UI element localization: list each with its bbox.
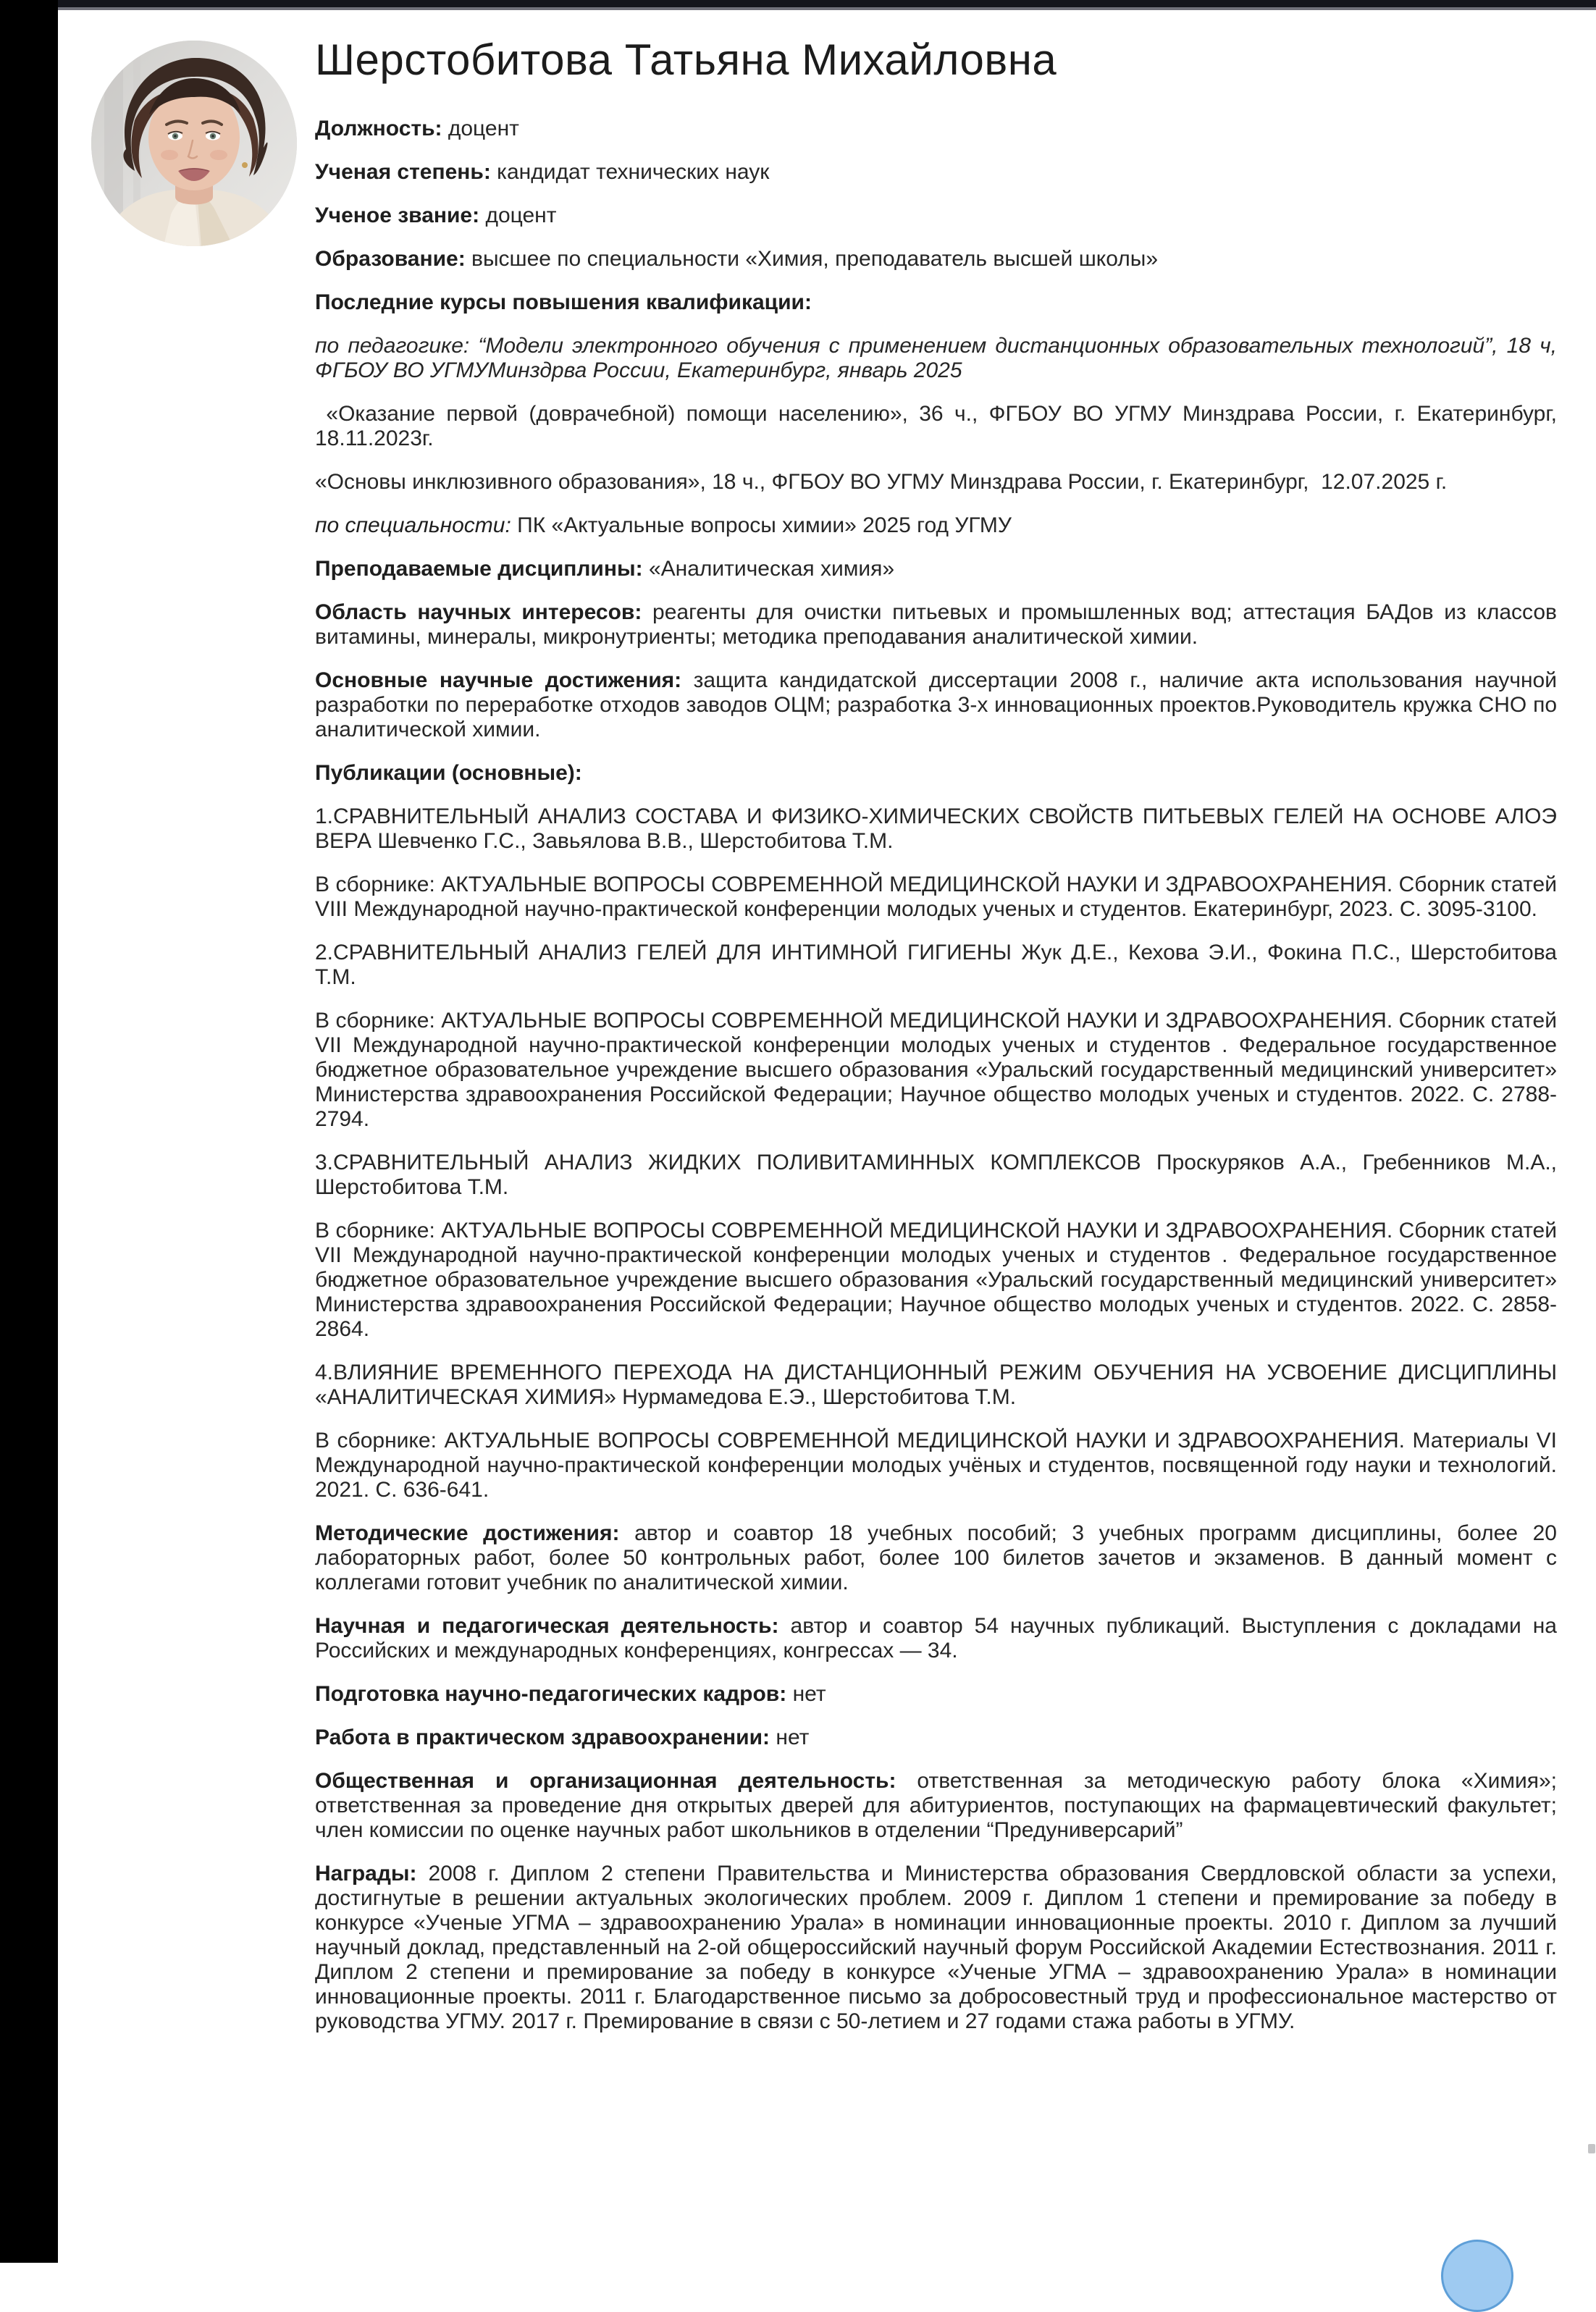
publication-1-title (315, 804, 1557, 854)
field-value: нет (786, 1682, 826, 1706)
field-label: Подготовка научно-педагогических кадров: (315, 1682, 787, 1706)
field-scientific-pedagogical-activity (315, 1614, 1557, 1663)
field-value: автор и соавтор 18 учебных пособий; 3 учебных программ дисциплины, более 20 лабораторных работ, более 50 контрольных работ, более 100 билетов зачетов и экзаменов. В данный момент с коллегами готовит учебник по аналитической химии. (315, 1521, 1557, 1594)
paragraph-text: 4.ВЛИЯНИЕ ВРЕМЕННОГО ПЕРЕХОДА НА ДИСТАНЦИОННЫЙ РЕЖИМ ОБУЧЕНИЯ НА УСВОЕНИЕ ДИСЦИПЛИНЫ «АНАЛИТИЧЕСКАЯ ХИМИЯ» Нурмамедова Е.Э., Шерстобитова Т.М. (315, 1361, 1557, 1409)
top-divider-line (58, 7, 1596, 10)
field-education (315, 247, 1557, 272)
field-public-activity (315, 1769, 1557, 1843)
field-value: доцент (479, 203, 557, 227)
paragraph-text: В сборнике: АКТУАЛЬНЫЕ ВОПРОСЫ СОВРЕМЕННОЙ МЕДИЦИНСКОЙ НАУКИ И ЗДРАВООХРАНЕНИЯ. Сборник статей VII Международной научно-практической конференции молодых ученых и студентов . Федеральное государственное бюджетное образовательное учреждение высшего образования «Уральский государственный медицинский университет» Министерства здравоохранения Российской Федерации; Научное общество молодых ученых и студентов. 2022. С. 2858-2864. (315, 1219, 1557, 1341)
course-specialty (315, 513, 1557, 538)
field-value: автор и соавтор 54 научных публикаций. Выступления с докладами на Российских и международных конференциях, конгрессах — 34. (315, 1614, 1557, 1662)
section-heading-publications (315, 761, 1557, 786)
field-training-of-staff (315, 1682, 1557, 1707)
section-heading-label: Последние курсы повышения квалификации: (315, 290, 812, 314)
paragraph-text: В сборнике: АКТУАЛЬНЫЕ ВОПРОСЫ СОВРЕМЕННОЙ МЕДИЦИНСКОЙ НАУКИ И ЗДРАВООХРАНЕНИЯ. Сборник статей VIII Международной научно-практической конференции молодых ученых и студентов. Екатеринбург, 2023. С. 3095-3100. (315, 873, 1557, 921)
chat-widget-button[interactable] (1441, 2240, 1513, 2312)
paragraph-text: В сборнике: АКТУАЛЬНЫЕ ВОПРОСЫ СОВРЕМЕННОЙ МЕДИЦИНСКОЙ НАУКИ И ЗДРАВООХРАНЕНИЯ. Сборник статей VII Международной научно-практической конференции молодых ученых и студентов . Федеральное государственное бюджетное образовательное учреждение высшего образования «Уральский государственный медицинский университет» Министерства здравоохранения Российской Федерации; Научное общество молодых ученых и студентов. 2022. С. 2788-2794. (315, 1009, 1557, 1131)
page-title: Шерстобитова Татьяна Михайловна (315, 35, 1057, 84)
field-position (315, 117, 1557, 141)
publication-4-source (315, 1429, 1557, 1502)
field-value: доцент (442, 117, 519, 140)
field-label: Методические достижения: (315, 1521, 620, 1545)
field-value: нет (770, 1725, 810, 1749)
field-label: Награды: (315, 1862, 417, 1886)
left-black-rail (0, 0, 58, 2263)
field-academic-title (315, 203, 1557, 228)
field-value: высшее по специальности «Химия, преподаватель высшей школы» (465, 247, 1159, 271)
paragraph-text: «Основы инклюзивного образования», 18 ч., ФГБОУ ВО УГМУ Минздрава России, г. Екатеринбург, 12.07.2025 г. (315, 470, 1448, 494)
paragraph-text: по педагогике: “Модели электронного обучения с применением дистанционных образовательных технологий”, 18 ч, ФГБОУ ВО УГМУМинздрва России, Екатеринбург, январь 2025 (315, 334, 1557, 382)
field-value: кандидат технических наук (490, 160, 770, 184)
field-scientific-achievements (315, 668, 1557, 742)
publication-3-title (315, 1151, 1557, 1200)
field-disciplines (315, 557, 1557, 581)
field-label: Должность: (315, 117, 442, 140)
course-first-aid (315, 402, 1557, 451)
field-label: Работа в практическом здравоохранении: (315, 1725, 770, 1749)
profile-photo (91, 41, 297, 246)
field-label: Ученое звание: (315, 203, 480, 227)
field-label: по специальности: (315, 513, 511, 537)
profile-content (315, 35, 1557, 2053)
publication-2-title (315, 941, 1557, 990)
paragraph-text: 3.СРАВНИТЕЛЬНЫЙ АНАЛИЗ ЖИДКИХ ПОЛИВИТАМИННЫХ КОМПЛЕКСОВ Проскуряков А.А., Гребенников М.А., Шерстобитова Т.М. (315, 1151, 1557, 1199)
scrollbar-thumb[interactable] (1588, 2144, 1595, 2153)
section-heading-label: Публикации (основные): (315, 761, 582, 785)
paragraph-text: «Оказание первой (доврачебной) помощи населению», 36 ч., ФГБОУ ВО УГМУ Минздрава России, г. Екатеринбург, 18.11.2023г. (315, 402, 1557, 450)
field-research-interests (315, 600, 1557, 650)
section-heading-courses (315, 290, 1557, 315)
field-value: «Аналитическая химия» (642, 557, 895, 581)
field-label: Общественная и организационная деятельность: (315, 1769, 896, 1793)
field-value: защита кандидатской диссертации 2008 г., наличие акта использования научной разработки по переработке отходов заводов ОЦМ; разработка 3-х инновационных проектов.Руководитель кружка СНО по аналитической химии. (315, 668, 1557, 741)
publication-2-source (315, 1009, 1557, 1132)
field-methodical-achievements (315, 1521, 1557, 1595)
paragraph-text: В сборнике: АКТУАЛЬНЫЕ ВОПРОСЫ СОВРЕМЕННОЙ МЕДИЦИНСКОЙ НАУКИ И ЗДРАВООХРАНЕНИЯ. Материалы VI Международной научно-практической конференции молодых учёных и студентов, посвященной году науки и технологий. 2021. С. 636-641. (315, 1429, 1557, 1502)
field-degree (315, 160, 1557, 185)
field-label: Основные научные достижения: (315, 668, 682, 692)
portrait-illustration (91, 41, 297, 246)
field-label: Ученая степень: (315, 160, 491, 184)
publication-1-source (315, 873, 1557, 922)
field-label: Образование: (315, 247, 466, 271)
field-label: Преподаваемые дисциплины: (315, 557, 643, 581)
field-label: Научная и педагогическая деятельность: (315, 1614, 779, 1638)
paragraph-text: 2.СРАВНИТЕЛЬНЫЙ АНАЛИЗ ГЕЛЕЙ ДЛЯ ИНТИМНОЙ ГИГИЕНЫ Жук Д.Е., Кехова Э.И., Фокина П.С., Шерстобитова Т.М. (315, 941, 1557, 989)
course-inclusive-education (315, 470, 1557, 495)
course-pedagogy (315, 334, 1557, 383)
field-label: Область научных интересов: (315, 600, 642, 624)
field-awards (315, 1862, 1557, 2034)
field-practical-healthcare (315, 1725, 1557, 1750)
publication-3-source (315, 1219, 1557, 1342)
top-window-bar (0, 0, 1596, 7)
field-value: ПК «Актуальные вопросы химии» 2025 год УГМУ (511, 513, 1012, 537)
publication-4-title (315, 1361, 1557, 1410)
field-value: ответственная за методическую работу блока «Химия»; ответственная за проведение дня открытых дверей для абитуриентов, поступающих на фармацевтический факультет; член комиссии по оценке научных работ школьников в отделении “Предуниверсарий” (315, 1769, 1557, 1842)
field-value: реагенты для очистки питьевых и промышленных вод; аттестация БАДов из классов витамины, минералы, микронутриенты; методика преподавания аналитической химии. (315, 600, 1557, 649)
paragraph-text: 1.СРАВНИТЕЛЬНЫЙ АНАЛИЗ СОСТАВА И ФИЗИКО-ХИМИЧЕСКИХ СВОЙСТВ ПИТЬЕВЫХ ГЕЛЕЙ НА ОСНОВЕ АЛОЭ ВЕРА Шевченко Г.С., Завьялова В.В., Шерстобитова Т.М. (315, 804, 1557, 853)
field-value: 2008 г. Диплом 2 степени Правительства и Министерства образования Свердловской области за успехи, достигнутые в решении актуальных экологических проблем. 2009 г. Диплом 1 степени и премирование за победу в конкурсе «Ученые УГМА – здравоохранению Урала» в номинации инновационные проекты. 2010 г. Диплом за лучший научный доклад, представленный на 2-ой общероссийский научный форум Российской Академии Естествознания. 2011 г. Диплом 2 степени и премирование за победу в конкурсе «Ученые УГМА – здравоохранению Урала» в номинации инновационные проекты. 2011 г. Благодарственное письмо за добросовестный труд и профессиональное мастерство от руководства УГМУ. 2017 г. Премирование в связи с 50-летием и 27 годами стажа работы в УГМУ. (315, 1862, 1557, 2033)
